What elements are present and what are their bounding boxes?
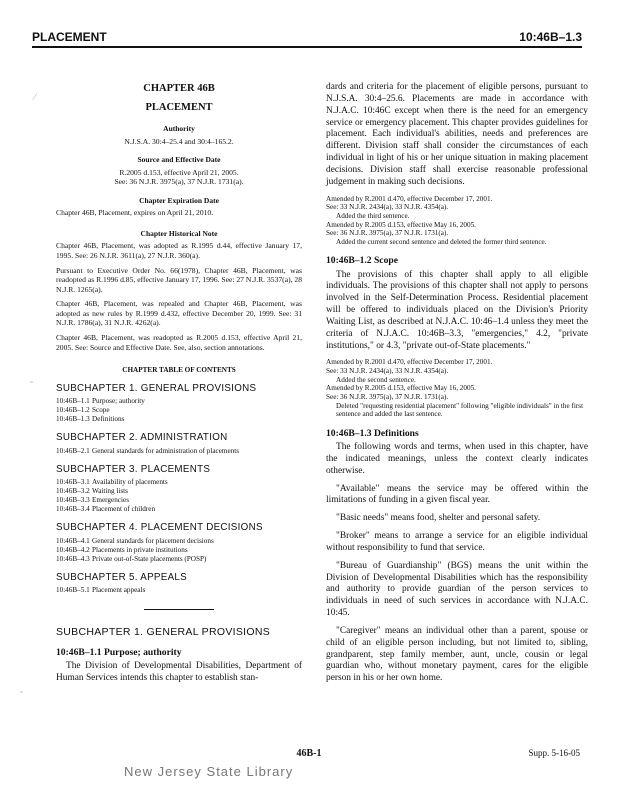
toc-heading: CHAPTER TABLE OF CONTENTS [122,366,236,375]
toc-entry-text: Waiting lists [92,487,128,496]
toc-entry-number: 10:46B–1.2 [56,406,90,415]
toc-entry-number: 10:46B–5.1 [56,585,90,594]
section-heading: 10:46B–1.3 Definitions [326,427,419,439]
section-body: The following words and terms, when used in this chapter, have the indicated meanings, unless the context clearly indicates otherwise. [326,441,588,476]
toc-entry [56,505,302,514]
toc-entry-number: 10:46B–3.1 [56,478,90,487]
toc-entry-number: 10:46B–3.2 [56,487,90,496]
toc-subchapter-4 [56,522,302,563]
library-stamp: New Jersey State Library [124,764,294,779]
amendment-history [326,195,588,247]
toc-entry [56,546,302,555]
left-column [56,82,302,685]
toc-entry [56,496,302,505]
toc-entry [56,586,302,595]
definition: "Bureau of Guardianship" (BGS) means the unit within the Division of Developmental Disabilities which has the responsibility and authority to provide guardian of the person services to individuals in need of such services in accordance with N.J.A.C. 10:45. [326,560,588,619]
chapter-title: PLACEMENT [145,102,213,114]
supplement-date: Supp. 5-16-05 [528,748,580,758]
toc-subchapter-5 [56,572,302,595]
right-column [326,82,588,691]
chapter-number: CHAPTER 46B [143,83,215,94]
toc-entry-text: General standards for administration of placements [92,446,240,455]
definition: "Basic needs" means food, shelter and personal safety. [336,513,541,524]
section-heading: 10:46B–1.2 Scope [326,255,398,267]
toc-entry-number: 10:46B–3.3 [56,496,90,505]
toc-subchapter-title: SUBCHAPTER 4. PLACEMENT DECISIONS [56,522,263,534]
toc-subchapter-title: SUBCHAPTER 2. ADMINISTRATION [56,432,228,444]
history-line: Added the third sentence. [336,211,410,220]
toc-entry-text: Placement appeals [92,585,146,594]
history-line: Amended by R.2005 d.153, effective May 16, 2005. [326,384,476,393]
toc-entry-number: 10:46B–1.1 [56,397,90,406]
toc-entry [56,415,302,424]
toc-subchapter-title: SUBCHAPTER 1. GENERAL PROVISIONS [56,383,257,395]
toc-entry-number: 10:46B–2.1 [56,446,90,455]
history-note: Chapter 46B, Placement, was readopted as R.2005 d.153, effective April 21, 2005. See: Source and Effective Date. See, also, section annotations. [56,332,302,352]
history-line: See: 33 N.J.R. 2434(a), 33 N.J.R. 4354(a). [326,203,449,212]
toc-entry-text: Emergencies [92,496,129,505]
running-header-title: PLACEMENT [32,30,107,44]
subchapter-heading: SUBCHAPTER 1. GENERAL PROVISIONS [56,625,271,638]
toc-entry [56,406,302,415]
history-heading: Chapter Historical Note [140,229,218,238]
toc-entry-text: Scope [92,406,110,415]
toc-entry-text: Purpose; authority [92,397,145,406]
toc-entry [56,487,302,496]
toc-entry-number: 10:46B–4.1 [56,536,90,545]
toc-entry-text: Placement of children [92,505,156,514]
toc-entry-text: Private out-of-State placements (POSP) [92,554,207,563]
history-line: Amended by R.2005 d.153, effective May 16, 2005. [326,220,476,229]
source-heading: Source and Effective Date [137,155,221,165]
section-body: The provisions of this chapter shall apply to all eligible individuals. The provisions of this chapter shall not apply to persons involved in the Self-Determination Process. Residential placement will be offered to individuals placed on the Division's Priority Waiting List, as described at N.J.A.C. 10:46–1.4 unless they meet the criteria of N.J.A.C. 10:46B–3.3, "emergencies," 4.2, "private institutions," or 4.3, "private out-of-State placements." [326,269,588,351]
history-note: Pursuant to Executive Order No. 66(1978), Chapter 46B, Placement, was readopted as R.1996 d.85, effective January 17, 1996. See: 27 N.J.R. 3537(a), 28 N.J.R. 1265(a). [56,265,302,294]
history-line: Amended by R.2001 d.470, effective December 17, 2001. [326,194,493,203]
toc-subchapter-1 [56,383,302,424]
authority-text: N.J.S.A. 30:4–25.4 and 30:4–165.2. [124,136,234,146]
history-line: Amended by R.2001 d.470, effective December 17, 2001. [326,358,493,367]
section-body-continued: dards and criteria for the placement of eligible persons, pursuant to N.J.S.A. 30:4–25.6. Placements are made in accordance with N.J.A.C. 10:46C except when there is the need for an emergency service or emergency placement. This chapter provides guidelines for placement. Each individual's abilities, needs and preferences are different. Division staff shall consider the circumstances of each individual in light of his or her unique situation in making placement decisions. Division staff shall exercise reasonable professional judgement in making such decisions. [326,82,588,187]
toc-entry [56,478,302,487]
expiration-text: Chapter 46B, Placement, expires on April 21, 2010. [56,208,214,218]
authority-heading: Authority [163,124,195,134]
history-line: See: 36 N.J.R. 3975(a), 37 N.J.R. 1731(a). [326,229,449,238]
toc-entry-number: 10:46B–4.2 [56,545,90,554]
toc-entry [56,447,302,456]
expiration-heading: Chapter Expiration Date [139,196,219,205]
history-line: See: 33 N.J.R. 2434(a), 33 N.J.R. 4354(a). [326,367,449,376]
definition: "Available" means the service may be offered within the limitations of funding in a given fiscal year. [326,483,588,506]
toc-subchapter-title: SUBCHAPTER 5. APPEALS [56,571,187,583]
toc-entry-text: Availability of placements [92,478,168,487]
toc-subchapter-title: SUBCHAPTER 3. PLACEMENTS [56,463,211,475]
history-line: Added the second sentence. [336,375,416,384]
source-line: R.2005 d.153, effective April 21, 2005. [119,167,239,177]
toc-subchapter-3 [56,464,302,514]
toc-entry-text: Definitions [92,415,125,424]
section-body: The Division of Developmental Disabilities, Department of Human Services intends this chapter to establish stan- [56,661,302,683]
amendment-history [326,358,588,418]
history-note: Chapter 46B, Placement, was repealed and Chapter 46B, Placement, was adopted as new rules by R.1999 d.432, effective December 20, 1999. See: 31 N.J.R. 1786(a), 31 N.J.R. 4262(a). [56,299,302,328]
history-note: Chapter 46B, Placement, was adopted as R.1995 d.44, effective January 17, 1995. See: 26 N.J.R. 3611(a), 27 N.J.R. 360(a). [56,241,302,260]
toc-entry-text: General standards for placement decisions [92,536,214,545]
section-heading: 10:46B–1.1 Purpose; authority [56,647,182,659]
toc-entry [56,397,302,406]
toc-entry-text: Placements in private institutions [92,545,188,554]
scan-mark: ˜ [30,380,33,390]
history-line: See: 36 N.J.R. 3975(a), 37 N.J.R. 1731(a). [326,392,449,401]
page-number: 46B-1 [296,748,322,759]
header-rule [32,46,582,48]
history-line: Deleted "requesting residential placement" following "eligible individuals" in the first sentence and added the last sentence. [336,401,584,419]
source-line: See: 36 N.J.R. 3975(a), 37 N.J.R. 1731(a). [114,177,244,187]
definition: "Broker" means to arrange a service for an eligible individual without responsibility to fund that service. [326,531,588,553]
definition: "Caregiver" means an individual other than a parent, spouse or child of an eligible person including, but not limited to, sibling, grandparent, step family member, aunt, uncle, cousin or legal guardian who, without monetary payment, cares for the eligible person in his or her own home. [326,625,588,684]
running-header-section: 10:46B–1.3 [519,30,582,44]
toc-entry-number: 10:46B–4.3 [56,554,90,563]
toc-subchapter-2 [56,432,302,455]
toc-entry [56,555,302,564]
toc-entry [56,537,302,546]
scan-mark: ⁄ [34,92,36,102]
toc-entry-number: 10:46B–3.4 [56,505,90,514]
toc-entry-number: 10:46B–1.3 [56,415,90,424]
history-line: Added the current second sentence and deleted the former third sentence. [336,237,547,246]
section-divider [144,609,214,610]
scan-mark: ˜ [20,690,23,700]
